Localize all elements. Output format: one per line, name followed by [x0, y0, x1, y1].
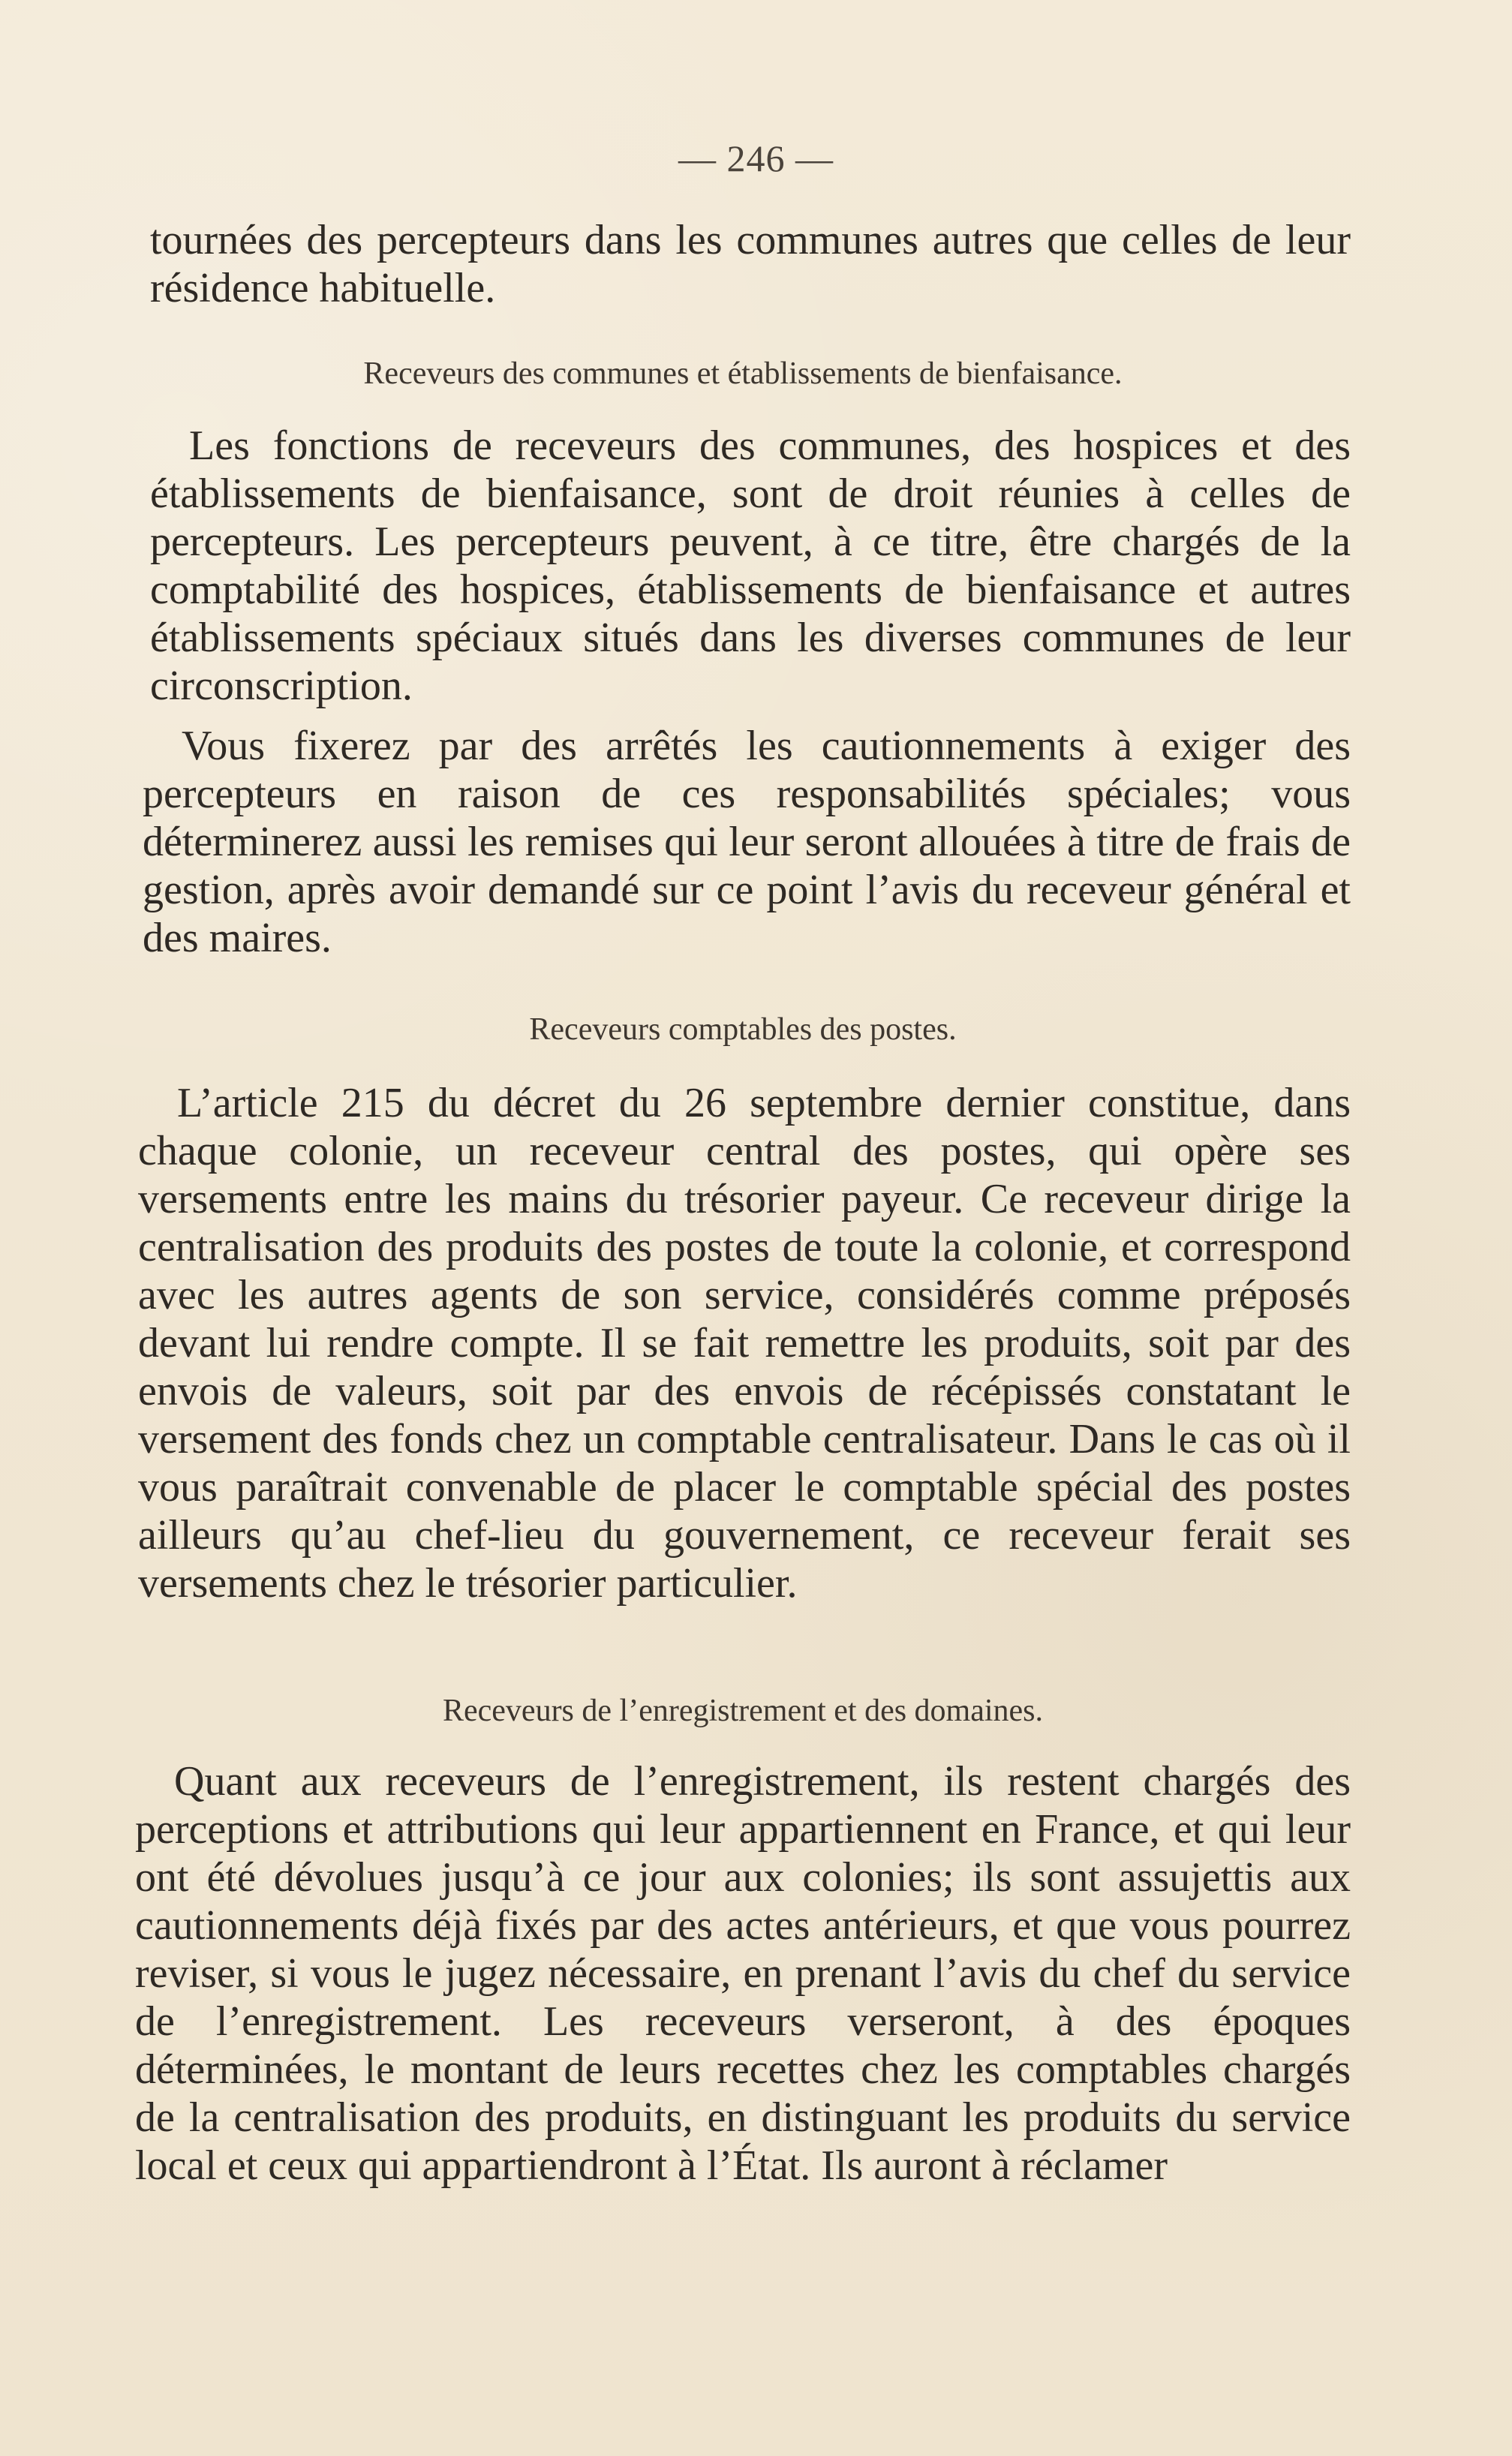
section-heading-postes: Receveurs comptables des postes.	[529, 1012, 957, 1047]
paragraph-1: Les fonctions de receveurs des communes, des hospices et des établissements de bienfaisance, sont de droit réunies à celles de percepteurs. Les percepteurs peuvent, à ce titre, être chargés de la comptabilité des hospices, établissements de bienfaisance et autres établissements spéciaux situés dans les diverses communes de leur circonscription.	[150, 422, 1351, 709]
paragraph-intro: tournées des percepteurs dans les communes autres que celles de leur résidence habituelle.	[150, 217, 1351, 311]
page-number: — 246 —	[678, 137, 834, 179]
paragraph-2: Vous fixerez par des arrêtés les cautionnements à exiger des percepteurs en raison de ces responsabilités spéciales; vous déterminerez aussi les remises qui leur seront allouées à titre de frais de gestion, après avoir demandé sur ce point l’avis du receveur général et des maires.	[143, 723, 1351, 961]
section-heading-communes: Receveurs des communes et établissements de bienfaisance.	[363, 356, 1123, 391]
paragraph-4: Quant aux receveurs de l’enregistrement, ils restent chargés des perceptions et attributions qui leur appartiennent en France, et qui leur ont été dévolues jusqu’à ce jour aux colonies; ils sont assujettis aux cautionnements déjà fixés par des actes antérieurs, et que vous pourrez reviser, si vous le jugez nécessaire, en prenant l’avis du chef du service de l’enregistrement. Les receveurs verseront, à des époques déterminées, le montant de leurs recettes chez les comptables chargés de la centralisation des produits, en distinguant les produits du service local et ceux qui appartiendront à l’État. Ils auront à réclamer	[135, 1758, 1351, 2189]
section-heading-enregistrement: Receveurs de l’enregistrement et des domaines.	[442, 1694, 1044, 1728]
paragraph-3: L’article 215 du décret du 26 septembre dernier constitue, dans chaque colonie, un receveur central des postes, qui opère ses versements entre les mains du trésorier payeur. Ce receveur dirige la centralisation des produits des postes de toute la colonie, et correspond avec les autres agents de son service, considérés comme préposés devant lui rendre compte. Il se fait remettre les produits, soit par des envois de valeurs, soit par des envois de récépissés constatant le versement des fonds chez un comptable centralisateur. Dans le cas où il vous paraîtrait convenable de placer le comptable spécial des postes ailleurs qu’au chef-lieu du gouvernement, ce receveur ferait ses versements chez le trésorier particulier.	[138, 1080, 1351, 1607]
